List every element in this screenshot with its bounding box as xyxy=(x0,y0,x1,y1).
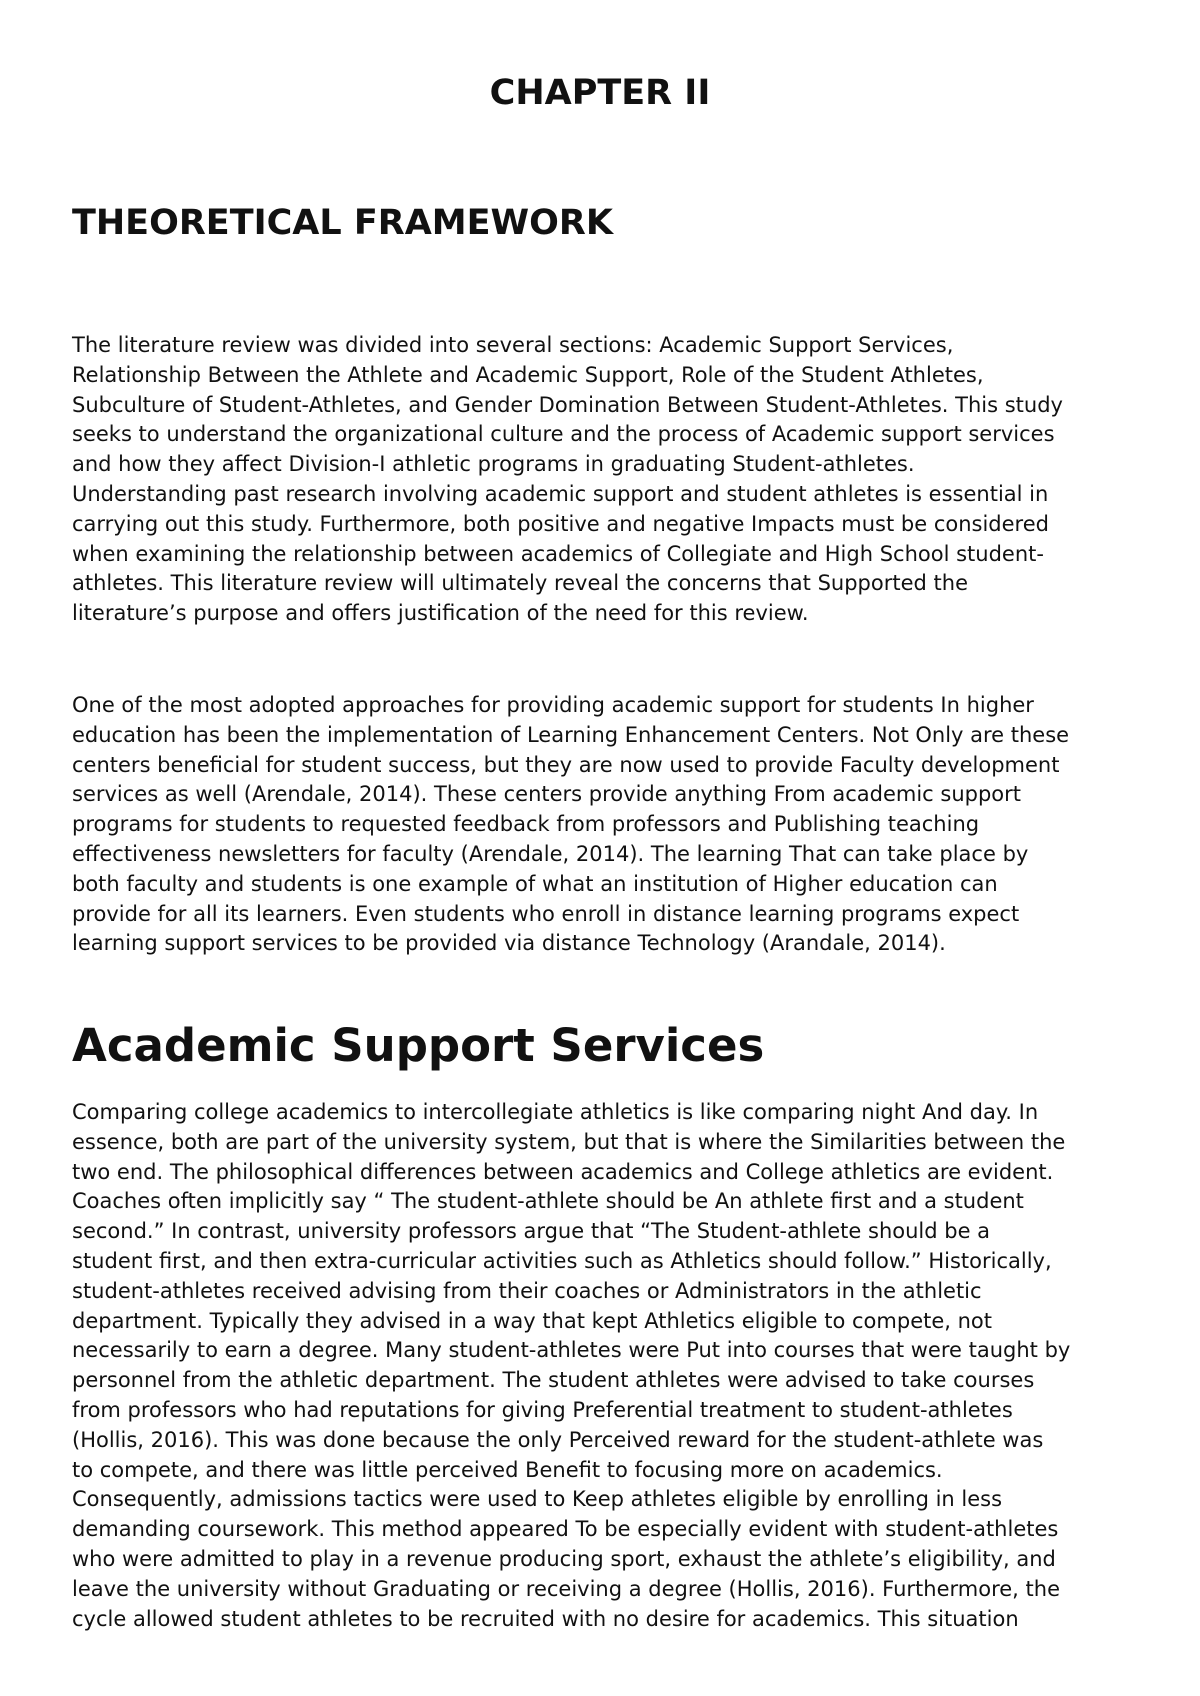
paragraph-line: leave the university without Graduating or receiving a degree (Hollis, 2016). Furthermore, the xyxy=(72,1576,1060,1601)
paragraph-line: learning support services to be provided via distance Technology (Arandale, 2014). xyxy=(72,931,946,956)
paragraph-line: One of the most adopted approaches for providing academic support for students In higher xyxy=(72,693,1034,717)
paragraph-line: demanding coursework. This method appeared To be especially evident with student-athletes xyxy=(72,1517,1059,1542)
paragraph-line: seeks to understand the organizational culture and the process of Academic support services xyxy=(72,422,1055,447)
paragraph-line: essence, both are part of the university system, but that is where the Similarities between the xyxy=(72,1129,1066,1154)
paragraph-line: Subculture of Student-Athletes, and Gender Domination Between Student-Athletes. This study xyxy=(72,392,1063,417)
paragraph-line: cycle allowed student athletes to be recruited with no desire for academics. This situation xyxy=(72,1606,1019,1631)
paragraph-academic-support xyxy=(72,1098,1152,1634)
paragraph-line: department. Typically they advised in a way that kept Athletics eligible to compete, not xyxy=(72,1308,993,1333)
paragraph-line: Understanding past research involving academic support and student athletes is essential in xyxy=(72,481,1049,506)
paragraph-line: two end. The philosophical differences between academics and College athletics are evident. xyxy=(72,1159,1054,1184)
paragraph-line: literature’s purpose and offers justification of the need for this review. xyxy=(72,601,809,626)
paragraph-line: centers beneficial for student success, but they are now used to provide Faculty development xyxy=(72,752,1060,777)
paragraph-learning-centers xyxy=(72,691,1152,959)
paragraph-line: programs for students to requested feedback from professors and Publishing teaching xyxy=(72,812,980,837)
paragraph-line: to compete, and there was little perceived Benefit to focusing more on academics. xyxy=(72,1457,943,1482)
paragraph-line: (Hollis, 2016). This was done because the only Perceived reward for the student-athlete was xyxy=(72,1427,1044,1452)
paragraph-line: athletes. This literature review will ultimately reveal the concerns that Supported the xyxy=(72,571,968,596)
paragraph-line: from professors who had reputations for giving Preferential treatment to student-athletes xyxy=(72,1397,1013,1422)
paragraph-line: carrying out this study. Furthermore, both positive and negative Impacts must be considered xyxy=(72,511,1049,536)
paragraph-line: The literature review was divided into several sections: Academic Support Services, xyxy=(72,333,954,357)
paragraph-line: necessarily to earn a degree. Many student-athletes were Put into courses that were taught by xyxy=(72,1338,1071,1363)
paragraph-line: personnel from the athletic department. The student athletes were advised to take courses xyxy=(72,1368,1035,1393)
paragraph-line: services as well (Arendale, 2014). These centers provide anything From academic support xyxy=(72,782,1021,807)
paragraph-line: student first, and then extra-curricular activities such as Athletics should follow.” Historically, xyxy=(72,1248,1052,1273)
paragraph-line: Consequently, admissions tactics were used to Keep athletes eligible by enrolling in less xyxy=(72,1487,1003,1512)
paragraph-line: education has been the implementation of Learning Enhancement Centers. Not Only are these xyxy=(72,722,1070,747)
section-title: THEORETICAL FRAMEWORK xyxy=(72,203,613,243)
paragraph-line: when examining the relationship between academics of Collegiate and High School student- xyxy=(72,541,1044,566)
subsection-title: Academic Support Services xyxy=(72,1019,765,1072)
paragraph-line: second.” In contrast, university professors argue that “The Student-athlete should be a xyxy=(72,1219,991,1244)
paragraph-line: Coaches often implicitly say “ The student-athlete should be An athlete first and a student xyxy=(72,1189,1024,1214)
paragraph-line: who were admitted to play in a revenue producing sport, exhaust the athlete’s eligibility, and xyxy=(72,1546,1056,1571)
paragraph-line: student-athletes received advising from their coaches or Administrators in the athletic xyxy=(72,1278,982,1303)
paragraph-line: provide for all its learners. Even students who enroll in distance learning programs expect xyxy=(72,901,1020,926)
paragraph-line: effectiveness newsletters for faculty (Arendale, 2014). The learning That can take place by xyxy=(72,841,1029,866)
paragraph-line: and how they affect Division-I athletic programs in graduating Student-athletes. xyxy=(72,452,915,477)
chapter-title: CHAPTER II xyxy=(489,73,711,113)
paragraph-line: both faculty and students is one example of what an institution of Higher education can xyxy=(72,871,998,896)
paragraph-line: Comparing college academics to intercollegiate athletics is like comparing night And day. In xyxy=(72,1100,1039,1124)
paragraph-literature-review xyxy=(72,331,1152,629)
paragraph-line: Relationship Between the Athlete and Academic Support, Role of the Student Athletes, xyxy=(72,362,984,387)
